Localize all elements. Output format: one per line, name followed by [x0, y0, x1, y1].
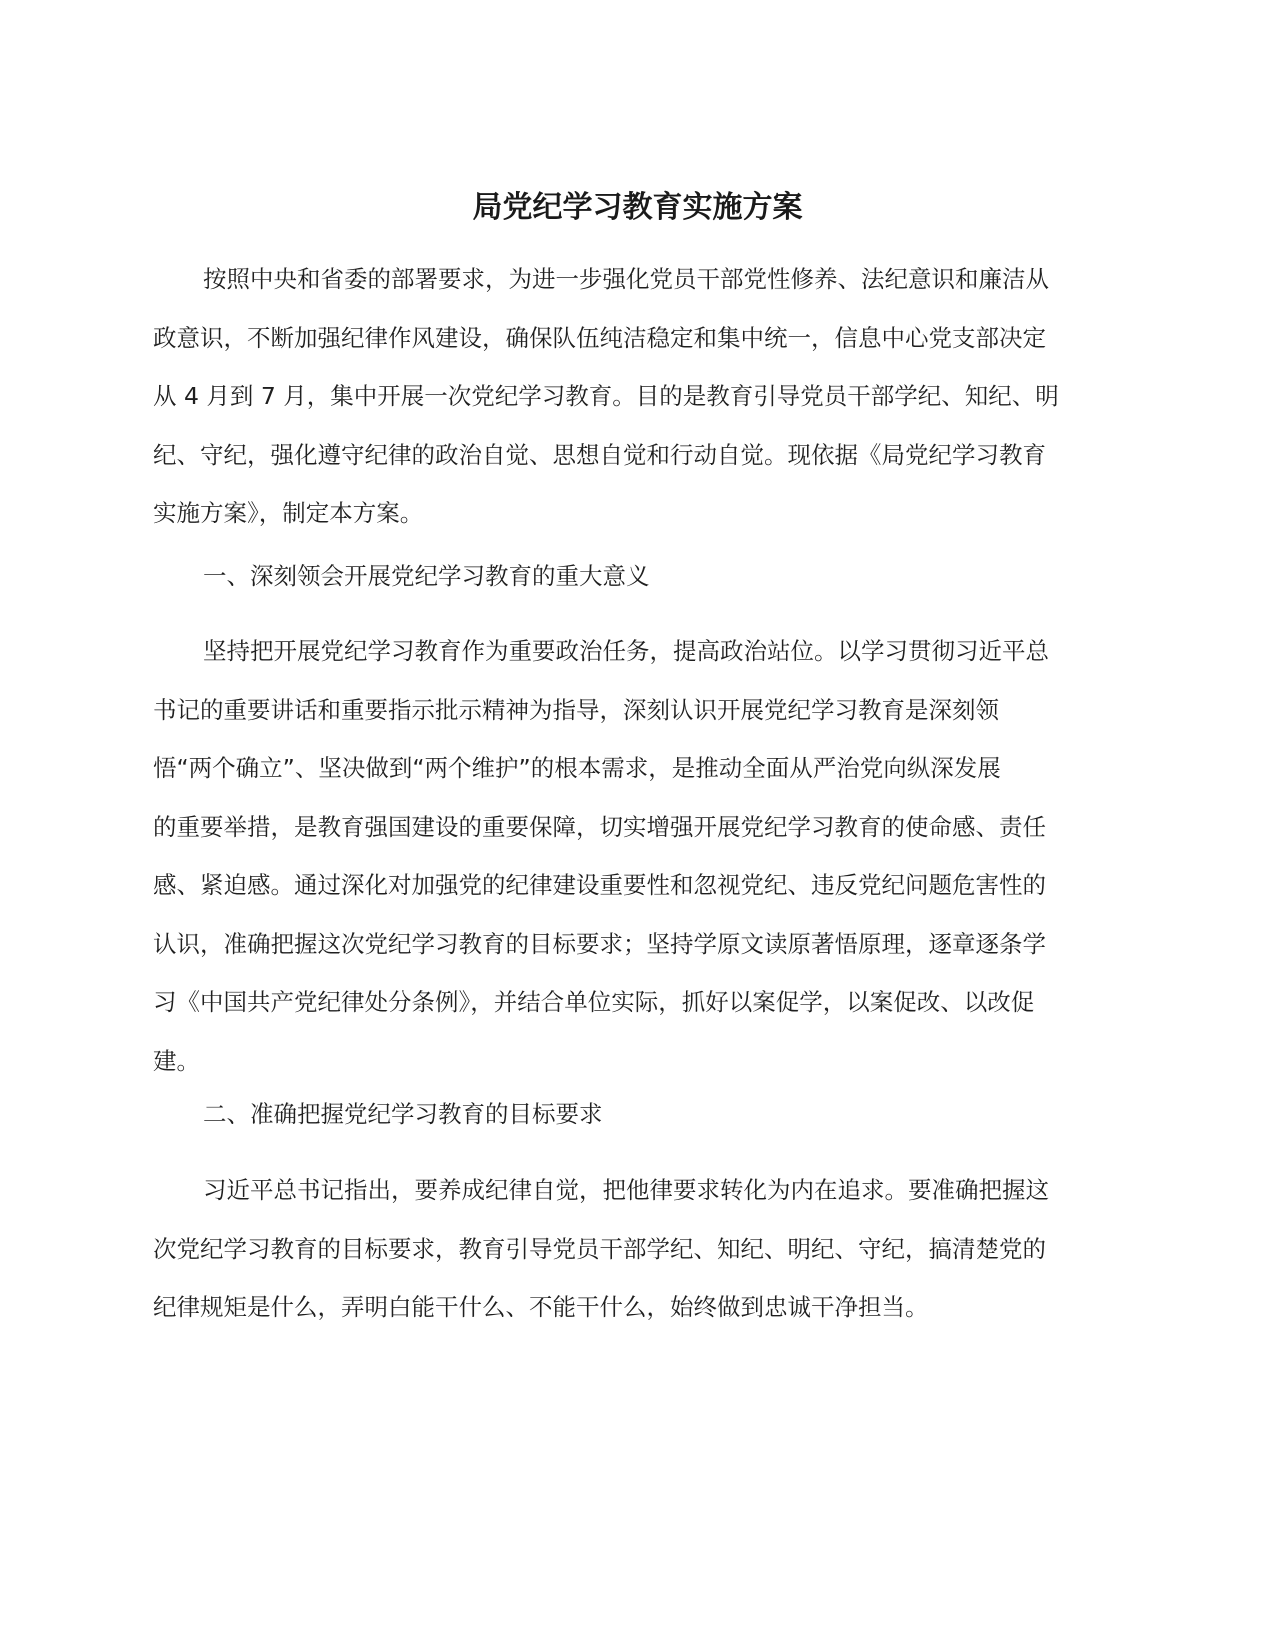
- section1-line: 坚持把开展党纪学习教育作为重要政治任务，提高政治站位。以学习贯彻习近平总: [203, 637, 1049, 665]
- intro-line: 政意识，不断加强纪律作风建设，确保队伍纯洁稳定和集中统一，信息中心党支部决定: [153, 323, 1046, 352]
- section1-line: 书记的重要讲话和重要指示批示精神为指导，深刻认识开展党纪学习教育是深刻领: [153, 695, 999, 724]
- section2-paragraph: [153, 1161, 1103, 1337]
- document-title: 局党纪学习教育实施方案: [472, 190, 803, 225]
- section1-line: 的重要举措，是教育强国建设的重要保障，切实增强开展党纪学习教育的使命感、责任: [153, 812, 1046, 841]
- intro-line: 按照中央和省委的部署要求，为进一步强化党员干部党性修养、法纪意识和廉洁从: [203, 265, 1049, 293]
- section2-line: 次党纪学习教育的目标要求，教育引导党员干部学纪、知纪、明纪、守纪，搞清楚党的: [153, 1234, 1046, 1263]
- section1-line: 建。: [153, 1046, 200, 1075]
- section1-line: 习《中国共产党纪律处分条例》，并结合单位实际，抓好以案促学，以案促改、以改促: [153, 988, 1035, 1016]
- section1-line: 感、紧迫感。通过深化对加强党的纪律建设重要性和忽视党纪、违反党纪问题危害性的: [153, 871, 1046, 899]
- section2-line: 纪律规矩是什么，弄明白能干什么、不能干什么，始终做到忠诚干净担当。: [153, 1293, 929, 1321]
- section1-paragraph: [153, 622, 1103, 1090]
- section2-heading: 二、准确把握党纪学习教育的目标要求: [203, 1100, 603, 1128]
- section1-heading: 一、深刻领会开展党纪学习教育的重大意义: [203, 562, 650, 590]
- section1-line: 悟“两个确立”、坚决做到“两个维护”的根本需求，是推动全面从严治党向纵深发展: [153, 754, 1001, 782]
- intro-line: 从 4 月到 7 月，集中开展一次党纪学习教育。目的是教育引导党员干部学纪、知纪、明: [153, 382, 1059, 410]
- intro-line: 实施方案》，制定本方案。: [153, 499, 424, 527]
- section2-line: 习近平总书记指出，要养成纪律自觉，把他律要求转化为内在追求。要准确把握这: [203, 1176, 1049, 1204]
- intro-line: 纪、守纪，强化遵守纪律的政治自觉、思想自觉和行动自觉。现依据《局党纪学习教育: [153, 440, 1046, 469]
- intro-paragraph: [153, 250, 1103, 543]
- section1-line: 认识，准确把握这次党纪学习教育的目标要求；坚持学原文读原著悟原理，逐章逐条学: [153, 929, 1046, 958]
